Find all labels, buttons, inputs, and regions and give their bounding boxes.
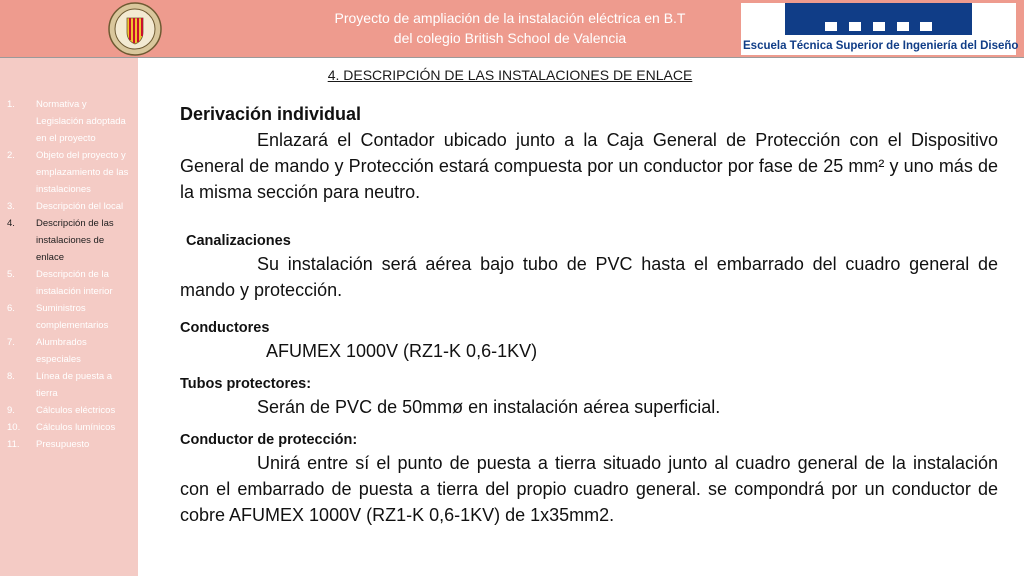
sidebar-item-label: Descripción del local xyxy=(36,201,124,212)
sidebar-nav xyxy=(0,96,138,453)
sidebar-item-number: 10. xyxy=(7,422,21,433)
tubos-text: Serán de PVC de 50mmø en instalación aérea superficial. xyxy=(257,397,721,417)
sidebar-item-label: Suministros complementarios xyxy=(36,303,109,331)
sidebar-item-number: 7. xyxy=(7,337,15,348)
sidebar-item-number: 3. xyxy=(7,201,15,212)
header-title-line2: del colegio British School de Valencia xyxy=(393,30,627,46)
sidebar-item-number: 1. xyxy=(7,99,15,110)
section-title: 4. DESCRIPCIÓN DE LAS INSTALACIONES DE ENLACE xyxy=(327,67,693,83)
sidebar-item-8[interactable] xyxy=(0,368,138,402)
etsid-logo xyxy=(741,3,1019,55)
sidebar-item-4[interactable] xyxy=(0,215,138,266)
sidebar-item-number: 8. xyxy=(7,371,15,382)
sidebar-item-10[interactable] xyxy=(0,419,138,436)
heading-proteccion: Conductor de protección: xyxy=(180,432,358,448)
sidebar-item-label: Presupuesto xyxy=(36,439,90,450)
derivacion-text: Enlazará el Contador ubicado junto a la Caja General de Protección con el Dispositivo General de mando y Protección estará compuesta por un conductor por fase de 25 mm² y uno más de la misma sección para neutro. xyxy=(180,130,998,202)
sidebar-item-number: 2. xyxy=(7,150,15,161)
sidebar-item-label: Descripción de las instalaciones de enlace xyxy=(36,218,114,263)
sidebar-item-label: Cálculos eléctricos xyxy=(36,405,116,416)
header-title xyxy=(250,8,770,48)
sidebar-item-11[interactable] xyxy=(0,436,138,453)
content-body xyxy=(180,101,998,528)
sidebar-item-7[interactable] xyxy=(0,334,138,368)
sidebar-item-number: 6. xyxy=(7,303,15,314)
heading-canalizaciones: Canalizaciones xyxy=(186,233,291,249)
sidebar-item-2[interactable] xyxy=(0,147,138,198)
sidebar-item-label: Descripción de la instalación interior xyxy=(36,269,113,297)
sidebar-item-5[interactable] xyxy=(0,266,138,300)
heading-tubos: Tubos protectores: xyxy=(180,376,312,392)
header-title-line1: Proyecto de ampliación de la instalación eléctrica en B.T xyxy=(334,10,686,26)
sidebar-item-label: Cálculos lumínicos xyxy=(36,422,116,433)
proteccion-text: Unirá entre sí el punto de puesta a tierra situado junto al cuadro general de la instalación con el embarrado de puesta a tierra del propio cuadro general. se compondrá por un conductor de cobre AFUMEX 1000V (RZ1-K 0,6-1KV) de 1x35mm2. xyxy=(180,453,998,525)
header-bar xyxy=(0,0,1024,58)
sidebar-item-1[interactable] xyxy=(0,96,138,147)
canalizaciones-text: Su instalación será aérea bajo tubo de PVC hasta el embarrado del cuadro general de mando y protección. xyxy=(180,254,998,300)
sidebar-item-number: 5. xyxy=(7,269,15,280)
sidebar-item-label: Alumbrados especiales xyxy=(36,337,87,365)
sidebar-item-3[interactable] xyxy=(0,198,138,215)
sidebar-item-label: Línea de puesta a tierra xyxy=(36,371,113,399)
sidebar-item-number: 4. xyxy=(7,218,15,229)
sidebar-item-label: Normativa y Legislación adoptada en el proyecto xyxy=(36,99,126,144)
sidebar-item-label: Objeto del proyecto y emplazamiento de las instalaciones xyxy=(36,150,129,195)
etsid-logo-mark xyxy=(785,3,972,35)
heading-derivacion: Derivación individual xyxy=(180,104,362,124)
sidebar-item-9[interactable] xyxy=(0,402,138,419)
sidebar-item-number: 9. xyxy=(7,405,15,416)
etsid-logo-text: Escuela Técnica Superior de Ingeniería del Diseño xyxy=(743,40,1019,52)
university-seal-icon xyxy=(108,2,162,56)
sidebar-item-number: 11. xyxy=(7,439,20,450)
conductores-text: AFUMEX 1000V (RZ1-K 0,6-1KV) xyxy=(266,341,538,361)
sidebar-item-6[interactable] xyxy=(0,300,138,334)
heading-conductores: Conductores xyxy=(180,320,270,336)
header-divider xyxy=(0,57,1024,58)
